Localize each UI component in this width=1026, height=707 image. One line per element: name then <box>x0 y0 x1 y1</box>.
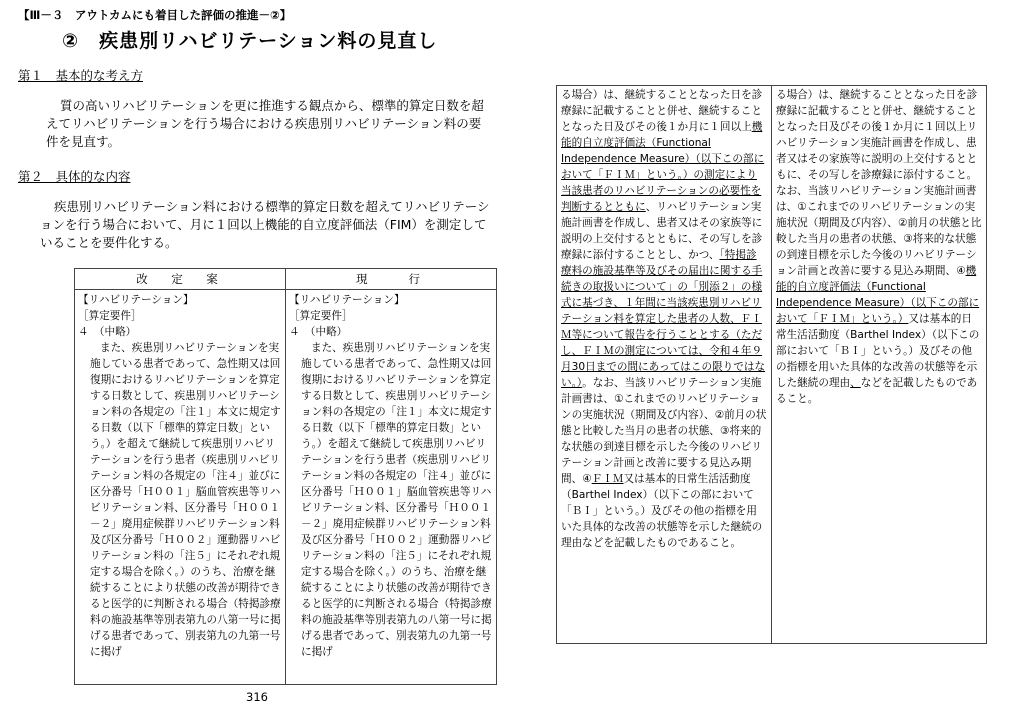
comparison-table-continued <box>556 85 987 644</box>
current-cont-cell <box>772 86 987 644</box>
section2-body: 疾患別リハビリテーション料における標準的算定日数を超えてリハビリテーションを行う場合において、月に１回以上機能的自立度評価法（FIM）を測定していることを要件化する。 <box>40 199 490 250</box>
revised-subheading: ［算定要件］ <box>78 310 142 322</box>
revised-change-fim: 機能的自立度評価法（Functional Independence Measure）（以下この部において「ＦＩＭ」という。）の測定により当該患者のリハビリテーションの必要性を判断するとともに <box>561 121 765 213</box>
section1-body: 質の高いリハビリテーションを更に推進する観点から、標準的算定日数を超えてリハビリテーションを行う場合における疾患別リハビリテーション料の要件を見直す。 <box>46 98 484 149</box>
current-cell <box>286 290 497 685</box>
revised-change-report: 「特掲診療料の施設基準等及びその届出に関する手続きの取扱いについて」の「別添２」の様式に基づき、１年間に当該疾患別リハビリテーション料を算定した患者の人数、ＦＩＭ等について報告を行うこととする（ただし、ＦＩＭの測定については、令和４年９月30日までの間にあってはこの限りではない。） <box>561 249 766 389</box>
section1-heading: 第１ 基本的な考え方 <box>18 68 144 83</box>
revised-cont-cell <box>557 86 772 644</box>
current-cont-text: る場合）は、継続することとなった日を診療録に記載することと併せ、継続することとなった日及びその後１か月に１回以上リハビリテーション実施計画書を作成し、患者又はその家族等に説明の上交付するとともに、その写しを診療録に添付すること。なお、当該リハビリテーション実施計画書は、①これまでのリハビリテーションの実施状況（期間及び内容）、②前月の状態と比較した当月の患者の状態、③将来的な状態の到達目標を示した今後のリハビリテーション計画と改善に要する見込み期間、④機能的自立度評価法（Functional Independence Measure）（以下この部において「ＦＩＭ」という。）又は基本的日常生活活動度（Barthel Index）（以下この部において「ＢＩ」という。）及びその他の指標を用いた具体的な改善の状態等を示した継続の理由、などを記載したものであること。 <box>776 89 982 405</box>
page-number: 316 <box>246 690 268 704</box>
revised-cell <box>75 290 286 685</box>
current-change-fim: 機能的自立度評価法（Functional Independence Measure）（以下この部において「ＦＩＭ」という。） <box>776 265 980 325</box>
col-header-current: 現 行 <box>286 269 497 290</box>
section2-heading: 第２ 具体的な内容 <box>18 169 131 184</box>
current-item-number: ４ （中略） <box>289 326 348 338</box>
page-title: ② 疾患別リハビリテーション料の見直し <box>62 30 438 52</box>
revised-item-number: ４ （中略） <box>78 326 137 338</box>
revised-change-fim-abbr: ＦＩＭ <box>591 473 624 485</box>
revised-body: また、疾患別リハビリテーションを実施している患者であって、急性期又は回復期におけるリハビリテーションを算定する日数として、疾患別リハビリテーション料の各規定の「注１」本文に規定する日数（以下「標準的算定日数」という。）を超えて継続して疾患別リハビリテーションを行う患者（疾患別リハビリテーション料の各規定の「注４」並びに区分番号「Ｈ００１」脳血管疾患等リハビリテーション料、区分番号「Ｈ００１－２」廃用症候群リハビリテーション料及び区分番号「Ｈ００２」運動器リハビリテーション料の「注５」にそれぞれ規定する場合を除く。）のうち、治療を継続することにより状態の改善が期待できると医学的に判断される場合（特掲診療料の施設基準等別表第九の八第一号に掲げる患者であって、別表第九の九第一号に掲げ <box>90 342 281 658</box>
revised-heading: 【リハビリテーション】 <box>78 294 194 306</box>
current-heading: 【リハビリテーション】 <box>289 294 405 306</box>
slide-header: 【Ⅲ－３ アウトカムにも着目した評価の推進－②】 <box>18 8 292 22</box>
current-subheading: ［算定要件］ <box>289 310 353 322</box>
current-change-comma: 、 <box>850 377 861 389</box>
revised-cont-text: る場合）は、継続することとなった日を診療録に記載することと併せ、継続することとなった日及びその後１か月に１回以上機能的自立度評価法（Functional Independence Measure）（以下この部において「ＦＩＭ」という。）の測定により当該患者のリハビリテーションの必要性を判断するとともに、リハビリテーション実施計画書を作成し、患者又はその家族等に説明の上交付するとともに、その写しを診療録に添付することとし、かつ、「特掲診療料の施設基準等及びその届出に関する手続きの取扱いについて」の「別添２」の様式に基づき、１年間に当該疾患別リハビリテーション料を算定した患者の人数、ＦＩＭ等について報告を行うこととする（ただし、ＦＩＭの測定については、令和４年９月30日までの間にあってはこの限りではない。）。なお、当該リハビリテーション実施計画書は、①これまでのリハビリテーションの実施状況（期間及び内容）、②前月の状態と比較した当月の患者の状態、③将来的な状態の到達目標を示した今後のリハビリテーション計画と改善に要する見込み期間、④ＦＩＭ又は基本的日常生活活動度（Barthel Index）（以下この部において「ＢＩ」という。）及びその他の指標を用いた具体的な改善の状態等を示した継続の理由などを記載したものであること。 <box>561 89 767 549</box>
col-header-revised: 改 定 案 <box>75 269 286 290</box>
comparison-table <box>74 268 497 685</box>
current-body: また、疾患別リハビリテーションを実施している患者であって、急性期又は回復期におけるリハビリテーションを算定する日数として、疾患別リハビリテーション料の各規定の「注１」本文に規定する日数（以下「標準的算定日数」という。）を超えて継続して疾患別リハビリテーションを行う患者（疾患別リハビリテーション料の各規定の「注４」並びに区分番号「Ｈ００１」脳血管疾患等リハビリテーション料、区分番号「Ｈ００１－２」廃用症候群リハビリテーション料及び区分番号「Ｈ００２」運動器リハビリテーション料の「注５」にそれぞれ規定する場合を除く。）のうち、治療を継続することにより状態の改善が期待できると医学的に判断される場合（特掲診療料の施設基準等別表第九の八第一号に掲げる患者であって、別表第九の九第一号に掲げ <box>301 342 492 658</box>
